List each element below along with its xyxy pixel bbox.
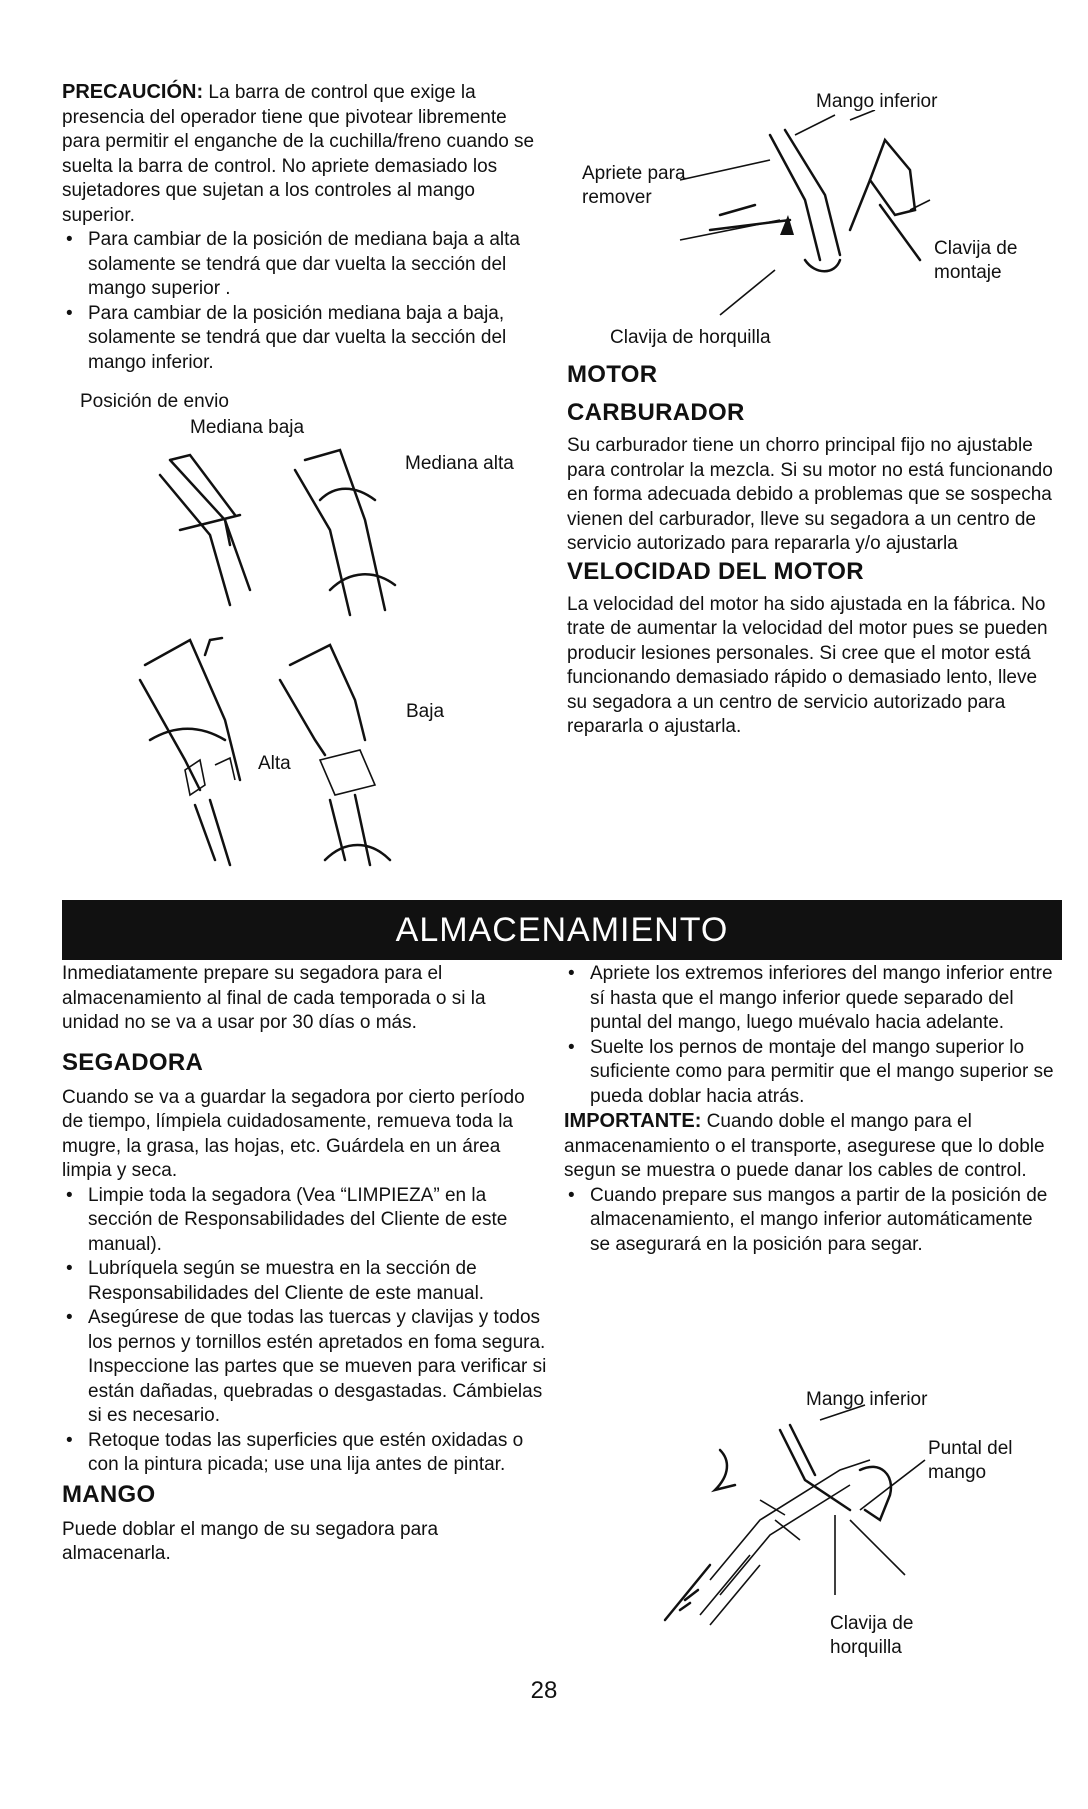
label-apriete-para-remover: Apriete para remover (582, 163, 686, 208)
label-alta: Alta (258, 753, 291, 774)
label-clavija-horquilla-bottom: Clavija de horquilla (830, 1613, 914, 1658)
mango-heading: MANGO (62, 1480, 156, 1508)
importante-paragraph (564, 1109, 1056, 1184)
storage-left-column (62, 962, 547, 1567)
label-mango-inferior-bottom: Mango inferior (806, 1389, 928, 1410)
velocidad-paragraph: La velocidad del motor ha sido ajustada en la fábrica. No trate de aumentar la velocidad del motor pues se pueden producir lesiones personales. Si cree que el motor está funcionando demasiado rápido o demasiado lento, lleve su segadora a un centro de servicio autorizado para repararla o ajustarla. (567, 593, 1048, 737)
segadora-bullet-4: • Retoque todas las superficies que estén oxidadas o con la pintura picada; use una lija antes de pintar. (62, 1429, 547, 1478)
caution-section (62, 80, 547, 375)
handle-bullet-1: • Apriete los extremos inferiores del mango inferior entre sí hasta que el mango inferior quede separado del puntal del mango, luego muévalo hacia adelante. (564, 962, 1056, 1036)
handle-positions-figure (130, 440, 460, 900)
segadora-bullet-3: • Asegúrese de que todas las tuercas y clavijas y todos los pernos y tornillos estén apretados en foma segura. Inspeccione las partes que se mueven para verificar si están dañadas, quebradas o desgastadas. Cámbielas si es necesario. (62, 1306, 547, 1429)
label-mediana-alta: Mediana alta (405, 453, 514, 474)
label-clavija-montaje: Clavija de montaje (934, 238, 1018, 283)
storage-intro: Inmediatamente prepare su segadora para el almacenamiento al final de cada temporada o si la unidad no se va a usar por 30 días o más. (62, 963, 486, 1033)
segadora-bullet-1: • Limpie toda la segadora (Vea “LIMPIEZA” en la sección de Responsabilidades del Cliente de este manual). (62, 1184, 547, 1258)
page-number: 28 (530, 1677, 558, 1704)
handle-medium-positions (295, 450, 395, 615)
caution-lead: PRECAUCIÓN: (62, 81, 204, 103)
label-clavija-horquilla-top: Clavija de horquilla (610, 327, 771, 348)
carburador-paragraph: Su carburador tiene un chorro principal fijo no ajustable para controlar la mezcla. Si su motor no está funcionando en forma adecuada debido a problemas que se sospecha vienen del carburador, lleve su segadora a un centro de servicio autorizado para repararla y/o ajustarla (567, 435, 1053, 554)
storage-right-column (564, 962, 1056, 1257)
segadora-paragraph: Cuando se va a guardar la segadora por cierto período de tiempo, límpiela cuidadosamente, remueva toda la mugre, la grasa, las hojas, etc. Guárdela en un área limpia y seca. (62, 1086, 525, 1181)
caution-bullet-1: • Para cambiar de la posición de mediana baja a alta solamente se tendrá que dar vuelta la sección del mango superior . (62, 228, 547, 302)
folded-handle-figure (650, 1400, 940, 1640)
caution-bullet-2: • Para cambiar de la posición mediana baja a baja, solamente se tendrá que dar vuelta la sección del mango inferior. (62, 302, 547, 376)
section-banner: ALMACENAMIENTO (62, 900, 1062, 960)
label-posicion-envio: Posición de envio (80, 391, 229, 412)
handle-shipping-position (160, 455, 250, 605)
segadora-heading: SEGADORA (62, 1048, 204, 1076)
label-mediana-baja: Mediana baja (190, 417, 305, 438)
velocidad-heading: VELOCIDAD DEL MOTOR (567, 557, 864, 585)
fork-pin-figure (660, 110, 940, 330)
handle-bullet-3: • Cuando prepare sus mangos a partir de la posición de almacenamiento, el mango inferior automáticamente se asegurará en la posición para segar. (564, 1184, 1056, 1258)
caution-paragraph (62, 80, 547, 228)
handle-low-position (280, 645, 390, 865)
carburador-heading: CARBURADOR (567, 399, 745, 426)
motor-section (567, 360, 1057, 740)
label-mango-inferior-top: Mango inferior (816, 91, 938, 112)
caution-text: La barra de control que exige la presencia del operador tiene que pivotear libremente para permitir el enganche de la cuchilla/freno cuando se suelta la barra de control. No apriete demasiado los sujetadores que sujetan a los controles al mango superior. (62, 82, 535, 226)
importante-text: Cuando doble el mango para el anmacenamiento o el transporte, asegurese que lo doble segun se muestra o puede danar los cables de control. (564, 1111, 1045, 1181)
importante-lead: IMPORTANTE: (564, 1110, 702, 1132)
segadora-bullet-2: • Lubríquela según se muestra en la sección de Responsabilidades del Cliente de este manual. (62, 1257, 547, 1306)
mango-paragraph: Puede doblar el mango de su segadora para almacenarla. (62, 1518, 439, 1564)
handle-high-position (140, 638, 240, 865)
label-baja: Baja (406, 701, 445, 722)
handle-bullet-2: • Suelte los pernos de montaje del mango superior lo suficiente como para permitir que el mango superior se pueda doblar hacia atrás. (564, 1036, 1056, 1110)
motor-heading: MOTOR (567, 361, 658, 388)
label-puntal-del-mango: Puntal del mango (928, 1438, 1013, 1483)
